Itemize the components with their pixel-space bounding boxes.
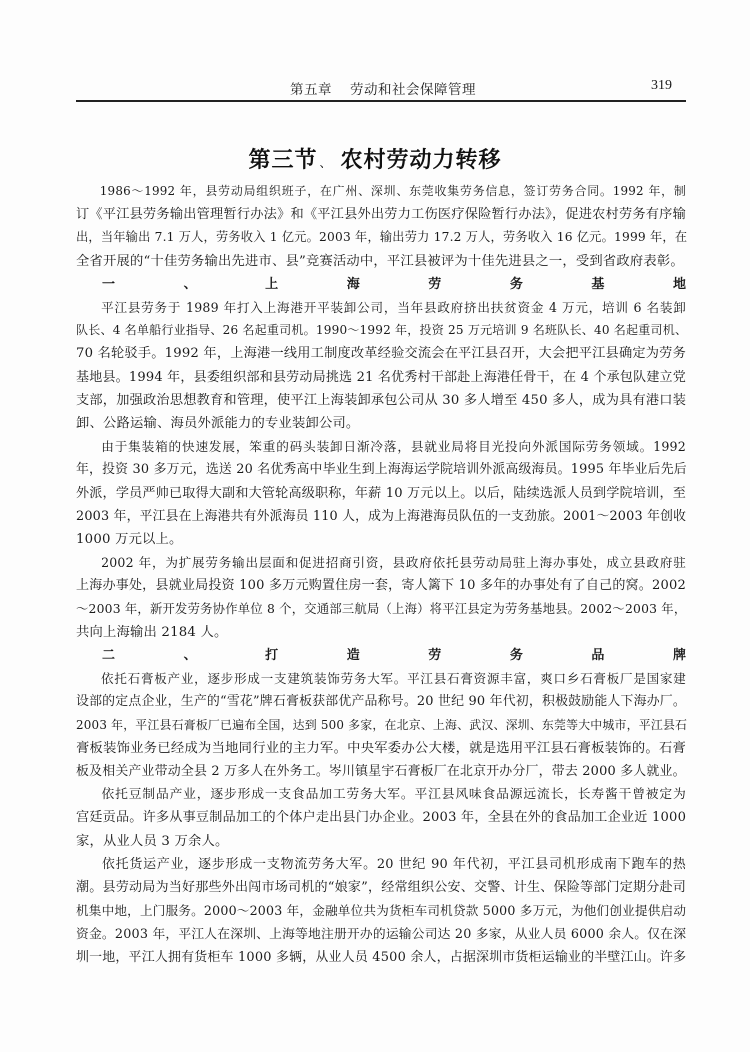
page-number: 319 (651, 78, 672, 93)
paragraph (76, 435, 686, 551)
text-line: 依托货运产业，逐步形成一支物流劳务大军。20 世纪 90 年代初，平江县司机形成南下跑车的热 (101, 856, 686, 872)
text-line: 70 名轮驳手。1992 年，上海港一线用工制度改革经验交流会在平江县召开，大会把平江县确定为劳务 (76, 346, 686, 362)
paragraph (76, 783, 686, 853)
text-line: 支部，加强政治思想教育和管理，使平江上海装卸承包公司从 30 多人增至 450 多人，成为具有港口装 (76, 392, 687, 408)
subsection-heading (76, 644, 686, 667)
text-line: 机集中地，上门服务。2000～2003 年，金融单位共为货柜车司机贷款 5000 多万元，为他们创业提供启动 (76, 903, 687, 919)
text-line: 板及相关产业带动全县 2 万多人在外务工。岑川镇星宇石膏板厂在北京开办分厂，带去 2000 多人就业。 (76, 764, 686, 780)
text-line: 依托豆制品产业，逐步形成一支食品加工劳务大军。平江县风味食品源远流长，长寿酱干曾被定为 (101, 787, 686, 803)
paragraph (76, 296, 686, 435)
paragraph (76, 667, 686, 783)
text-line: 2003 年，平江县石膏板厂已遍布全国，达到 500 多家，在北京、上海、武汉、深圳、东莞等大中城市，平江县石 (76, 717, 688, 732)
section-title (0, 143, 750, 174)
chapter-title: 劳动和社会保障管理 (350, 82, 476, 98)
section-title-mark: 、 (319, 156, 333, 170)
text-line: 基地县。1994 年，县委组织部和县劳动局挑选 21 名优秀村干部赴上海港任骨干，在 4 个承包队建立党 (76, 369, 686, 385)
paragraph (76, 853, 686, 969)
text-line: 平江县劳务于 1989 年打入上海港开平装卸公司，当年县政府挤出扶贫资金 4 万元，培训 6 名装卸 (101, 300, 686, 316)
running-header (76, 78, 686, 102)
text-line: 卸、公路运输、海员外派能力的专业装卸公司。 (76, 416, 360, 432)
text-line: 宫廷贡品。许多从事豆制品加工的个体户走出县门办企业。2003 年，全县在外的食品加工企业近 1000 (76, 810, 687, 826)
text-line: 2002 年，为扩展劳务输出层面和促进招商引资，县政府依托县劳动局驻上海办事处，成立县政府驻 (101, 555, 686, 571)
text-line: ～2003 年，新开发劳务协作单位 8 个，交通部三航局（上海）将平江县定为劳务基地县。2002～2003 年， (76, 601, 687, 616)
text-line: 依托石膏板产业，逐步形成一支建筑装饰劳务大军。平江县石膏资源丰富，爽口乡石膏板厂是国家建 (101, 671, 686, 687)
text-line: 1000 万元以上。 (76, 532, 183, 548)
text-line: 资金。2003 年，平江人在深圳、上海等地注册开办的运输公司达 20 多家，从业人员 6000 余人。仅在深 (76, 926, 687, 942)
text-line: 二、打造劳务品牌 (102, 648, 686, 664)
subsection-heading (76, 273, 686, 296)
text-line: 家，从业人员 3 万余人。 (76, 833, 229, 849)
text-line: 年，投资 30 多万元，选送 20 名优秀高中毕业生到上海海运学院培训外派高级海员。1995 年毕业后先后 (76, 462, 687, 478)
text-line: 2003 年，平江县在上海港共有外派海员 110 人，成为上海港海员队伍的一支劲旅。2001～2003 年创收 (76, 508, 687, 524)
section-title-text: 农村劳动力转移 (340, 148, 502, 173)
text-line: 外派，学员严帅已取得大副和大管轮高级职称，年薪 10 万元以上。以后，陆续选派人员到学院培训，至 (76, 485, 686, 501)
paragraph (76, 180, 686, 273)
text-line: 1986～1992 年，县劳动局组织班子，在广州、深圳、东莞收集劳务信息，签订劳务合同。1992 年，制 (99, 184, 686, 198)
chapter-label: 第五章 (290, 82, 332, 98)
text-line: 圳一地，平江人拥有货柜车 1000 多辆，从业人员 4500 余人，占据深圳市货柜运输业的半壁江山。许多 (76, 949, 687, 965)
chapter-heading (290, 78, 476, 98)
text-line: 订《平江县劳务输出管理暂行办法》和《平江县外出劳力工伤医疗保险暂行办法》，促进农村劳务有序输 (76, 207, 686, 223)
text-line: 潮。县劳动局为当好那些外出闯市场司机的“娘家”，经常组织公安、交警、计生、保险等部门定期分赴司 (76, 880, 686, 896)
text-line: 设部的定点企业，生产的“雪花”牌石膏板获部优产品称号。20 世纪 90 年代初，积极鼓励能人下海办厂。 (76, 694, 686, 710)
paragraph (76, 551, 686, 644)
text-line: 共向上海输出 2184 人。 (76, 624, 228, 640)
text-line: 膏板装饰业务已经成为当地同行业的主力军。中央军委办公大楼，就是选用平江县石膏板装饰的。石膏 (76, 740, 686, 756)
text-line: 全省开展的“十佳劳务输出先进市、县”竞赛活动中，平江县被评为十佳先进县之一，受到省政府表彰。 (76, 253, 684, 269)
text-line: 上海办事处，县就业局投资 100 多万元购置住房一套，寄人篱下 10 多年的办事处有了自己的窝。2002 (76, 578, 686, 594)
text-line: 一、上海劳务基地 (102, 276, 686, 292)
text-line: 队长、4 名单船行业指导、26 名起重司机。1990～1992 年，投资 25 万元培训 9 名班队长、40 名起重司机、 (76, 323, 688, 338)
section-number: 第三节 (248, 148, 318, 173)
body-text (76, 180, 686, 969)
text-line: 由于集装箱的快速发展，笨重的码头装卸日渐冷落，县就业局将目光投向外派国际劳务领域。1992 (101, 439, 686, 455)
text-line: 出，当年输出 7.1 万人，劳务收入 1 亿元。2003 年，输出劳力 17.2 万人，劳务收入 16 亿元。1999 年，在 (76, 230, 688, 245)
